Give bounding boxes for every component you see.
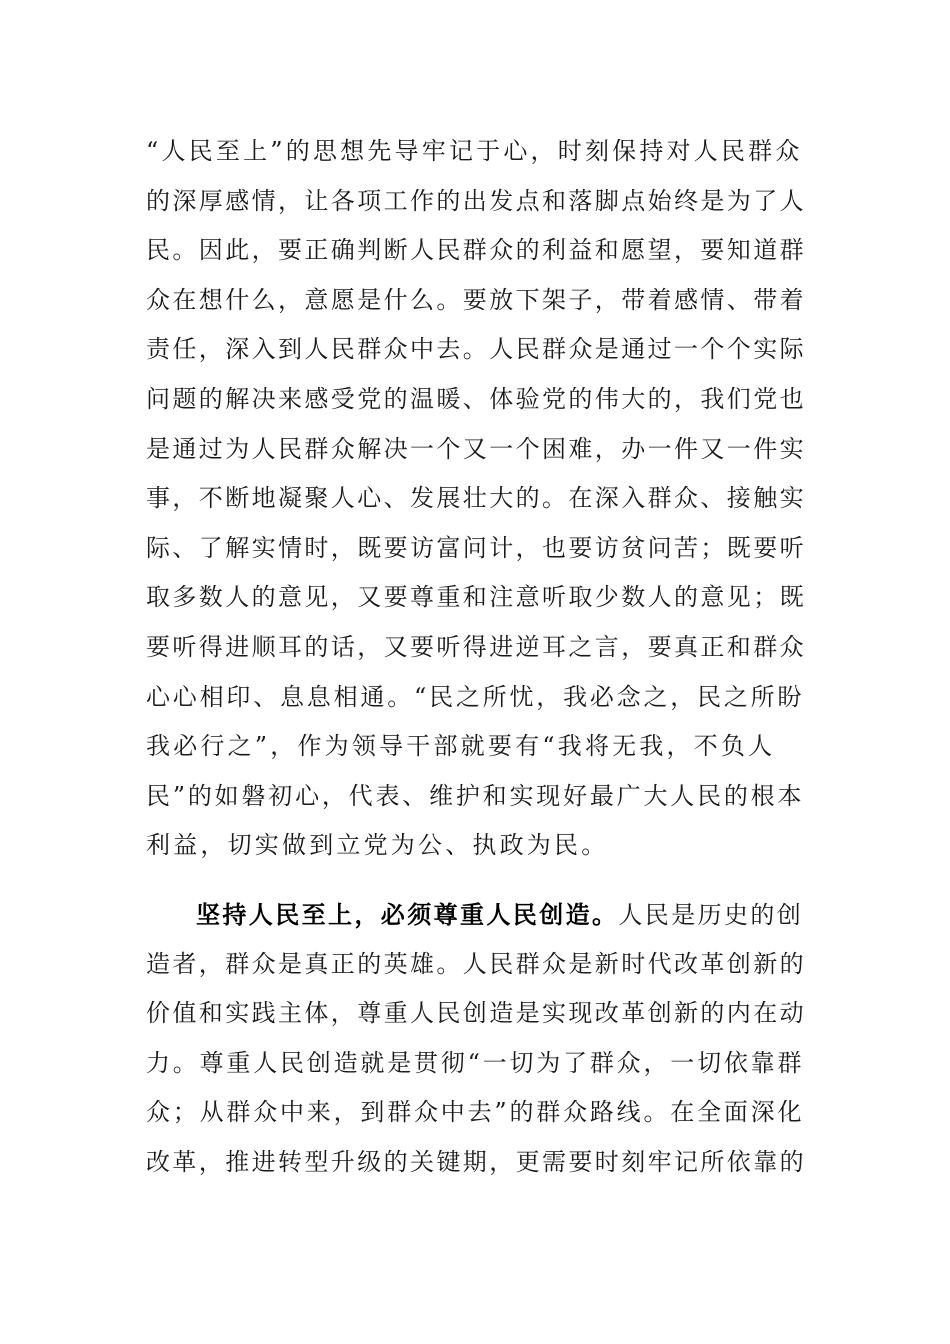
text-line: 众在想什么，意愿是什么。要放下架子，带着感情、带着: [146, 285, 806, 314]
text-line: 要听得进顺耳的话，又要听得进逆耳之言，要真正和群众: [146, 632, 806, 661]
text-line: 价值和实践主体，尊重人民创造是实现改革创新的内在动: [146, 999, 806, 1028]
text-line: 际、了解实情时，既要访富问计，也要访贫问苦；既要听: [146, 533, 806, 562]
text-line: 是通过为人民群众解决一个又一个困难，办一件又一件实: [146, 434, 806, 463]
text-line: 民”的如磐初心，代表、维护和实现好最广大人民的根本: [146, 781, 805, 810]
text-line: “人民至上”的思想先导牢记于心，时刻保持对人民群众: [146, 137, 803, 165]
text-line: 责任，深入到人民群众中去。人民群众是通过一个个实际: [146, 335, 806, 364]
text-line: 众；从群众中来，到群众中去”的群众路线。在全面深化: [146, 1098, 805, 1127]
paragraph-heading: 坚持人民至上，必须尊重人民创造。: [196, 900, 619, 929]
text-span: 人民是历史的创: [618, 901, 804, 929]
text-line: 改革，推进转型升级的关键期，更需要时刻牢记所依靠的: [146, 1147, 806, 1176]
text-line: 我必行之”，作为领导干部就要有“我将无我，不负人: [146, 732, 776, 761]
text-line: 民。因此，要正确判断人民群众的利益和愿望，要知道群: [146, 236, 806, 265]
text-line: 利益，切实做到立党为公、执政为民。: [146, 831, 609, 860]
text-line: 取多数人的意见，又要尊重和注意听取少数人的意见；既: [146, 583, 806, 612]
text-line: 造者，群众是真正的英雄。人民群众是新时代改革创新的: [146, 949, 806, 978]
text-line: 问题的解决来感受党的温暖、体验党的伟大的，我们党也: [146, 384, 806, 413]
text-line: 心心相印、息息相通。“民之所忧，我必念之，民之所盼: [146, 682, 805, 711]
text-line: 力。尊重人民创造就是贯彻“一切为了群众，一切依靠群: [146, 1048, 805, 1077]
text-line: 的深厚感情，让各项工作的出发点和落脚点始终是为了人: [146, 186, 806, 215]
paragraph-respect-creation: [146, 890, 806, 1188]
paragraph-people-supreme: [146, 127, 806, 871]
text-line: 事，不断地凝聚人心、发展壮大的。在深入群众、接触实: [146, 484, 806, 513]
text-line-first: [146, 890, 806, 940]
